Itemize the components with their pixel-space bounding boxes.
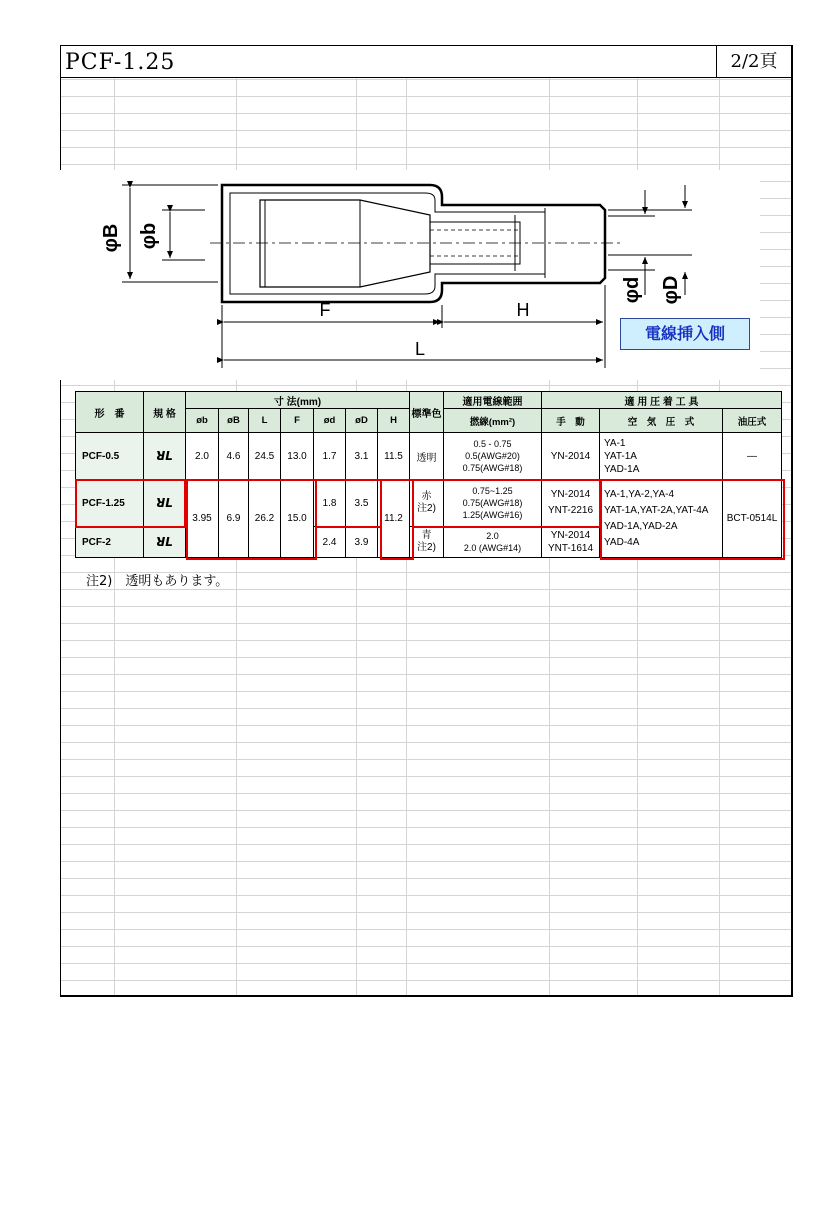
title-row [61,46,791,78]
cell-oD: 3.9 [346,527,378,558]
cell-oD: 3.5 [346,480,378,527]
col-standard: 規 格 [144,392,186,433]
page-number: 2/2頁 [716,46,791,77]
col-dimensions: 寸 法(mm) [186,392,410,409]
cell-wire: 2.0 2.0 (AWG#14) [444,527,542,558]
cell-od: 1.7 [314,433,346,480]
cell-pneumatic: YA-1 YAT-1A YAD-1A [600,433,723,480]
col-tools: 適 用 圧 着 工 具 [542,392,782,409]
footnote: 注2) 透明もあります。 [86,574,229,589]
cell-H: 11.2 [378,480,410,558]
spec-table [75,391,782,558]
phib-label: φb [138,222,160,250]
col-manual: 手 動 [542,409,600,433]
L-label: L [414,339,426,359]
cell-manual: YN-2014 YNT-2216 [542,480,600,527]
cell-manual: YN-2014 [542,433,600,480]
cell-H: 11.5 [378,433,410,480]
col-color: 標準色 [410,392,444,433]
table-row [76,433,782,480]
F-label: F [319,300,331,320]
cell-manual: YN-2014 YNT-1614 [542,527,600,558]
phiB-label: φB [100,223,122,253]
col-ob: øb [186,409,219,433]
col-hydraulic: 油圧式 [723,409,782,433]
model-cell: PCF-2 [76,527,144,558]
cell-F: 15.0 [281,480,314,558]
cell-ob: 2.0 [186,433,219,480]
ul-mark: ꓤL [144,480,186,527]
cell-L: 24.5 [249,433,281,480]
col-wire-range: 適用電線範囲 [444,392,542,409]
H-label: H [516,300,530,320]
wire-insertion-side-label: 電線挿入側 [620,318,750,350]
cell-oD: 3.1 [346,433,378,480]
cell-color: 赤 注2) [410,480,444,527]
cell-color: 青 注2) [410,527,444,558]
cell-pneumatic: YA-1,YA-2,YA-4 YAT-1A,YAT-2A,YAT-4A YAD-1A,YAD-2A YAD-4A [600,480,723,558]
col-stranded: 撚線(mm²) [444,409,542,433]
phiD-label: φD [660,275,682,305]
cell-F: 13.0 [281,433,314,480]
col-H: H [378,409,410,433]
model-cell: PCF-1.25 [76,480,144,527]
cell-color: 透明 [410,433,444,480]
cell-oB: 4.6 [219,433,249,480]
cell-hydraulic: — [723,433,782,480]
col-oB: øB [219,409,249,433]
cell-ob: 3.95 [186,480,219,558]
cell-od: 1.8 [314,480,346,527]
phid-label: φd [621,276,643,304]
col-oD: øD [346,409,378,433]
cell-wire: 0.75~1.25 0.75(AWG#18) 1.25(AWG#16) [444,480,542,527]
col-pneumatic: 空 気 圧 式 [600,409,723,433]
ul-mark: ꓤL [144,433,186,480]
col-od: ød [314,409,346,433]
col-model: 形 番 [76,392,144,433]
cell-L: 26.2 [249,480,281,558]
model-cell: PCF-0.5 [76,433,144,480]
page-title: PCF-1.25 [65,50,176,75]
header-row-1 [76,392,782,409]
cell-wire: 0.5 - 0.75 0.5(AWG#20) 0.75(AWG#18) [444,433,542,480]
ul-mark: ꓤL [144,527,186,558]
table-row [76,480,782,527]
col-F: F [281,409,314,433]
col-L: L [249,409,281,433]
cell-oB: 6.9 [219,480,249,558]
cell-od: 2.4 [314,527,346,558]
cell-hydraulic: BCT-0514L [723,480,782,558]
